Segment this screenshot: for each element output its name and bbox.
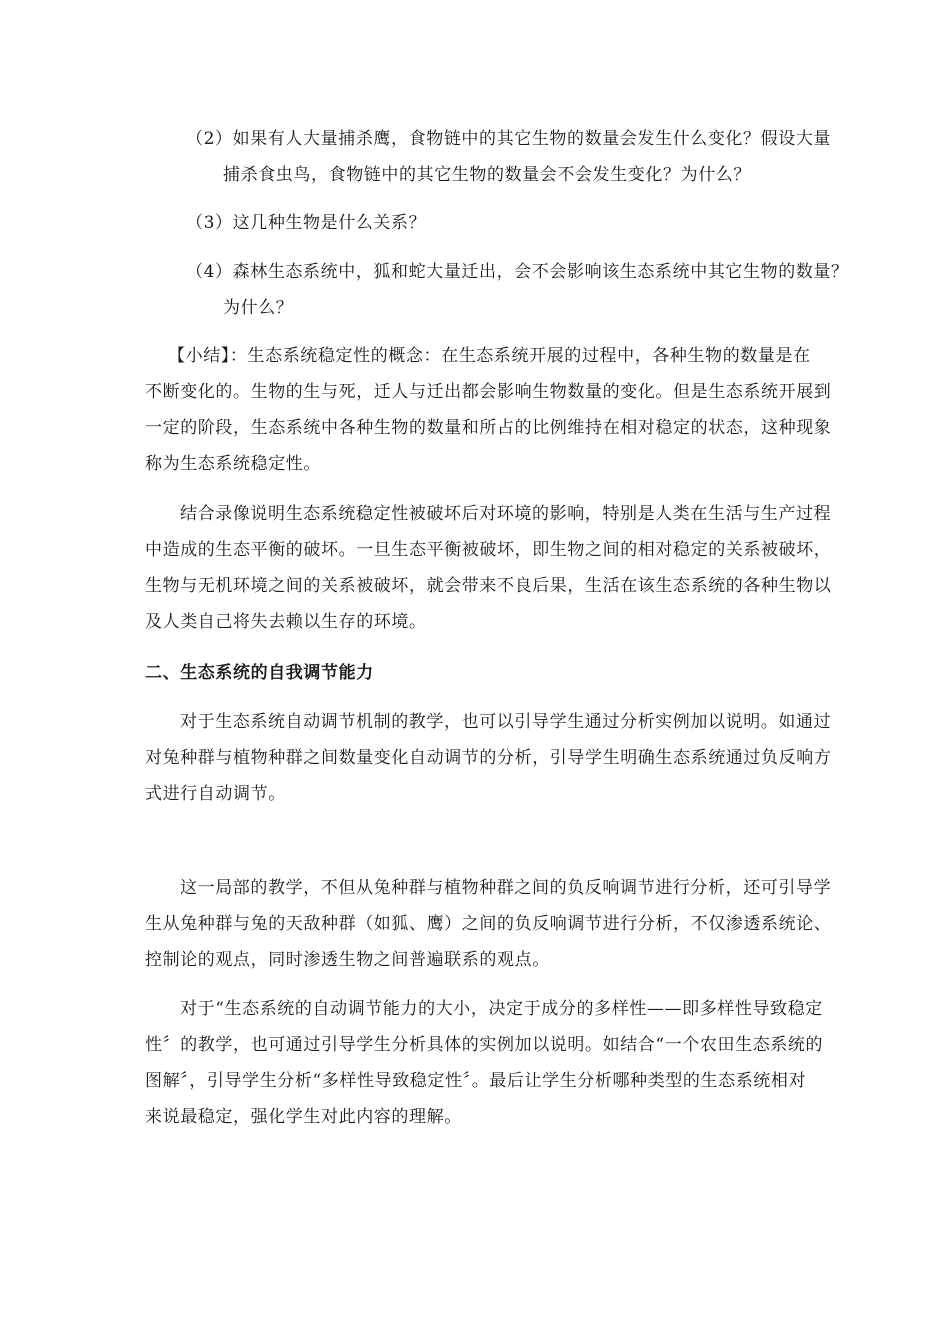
feedback-paragraph-line-1: 这一局部的教学，不但从兔种群与植物种群之间的负反响调节进行分析，还可引导学 [180, 878, 832, 898]
question-2-line-2: 捕杀食虫鸟，食物链中的其它生物的数量会不会发生变化？为什么？ [223, 165, 751, 185]
feedback-paragraph-line-2: 生从兔种群与兔的天敌种群（如狐、鹰）之间的负反响调节进行分析，不仅渗透系统论、 [145, 914, 832, 934]
diversity-paragraph-line-2: 性〞的教学，也可通过引导学生分析具体的实例加以说明。如结合“一个农田生态系统的 [145, 1035, 824, 1055]
diversity-paragraph-line-3: 图解〞，引导学生分析“多样性导致稳定性〞。最后让学生分析哪种类型的生态系统相对 [145, 1071, 807, 1091]
video-paragraph-line-2: 中造成的生态平衡的破坏。一旦生态平衡被破坏，即生物之间的相对稳定的关系被破坏， [145, 540, 832, 560]
summary-line-3: 一定的阶段，生态系统中各种生物的数量和所占的比例维持在相对稳定的状态，这种现象 [145, 418, 832, 438]
diversity-paragraph-line-4: 来说最稳定，强化学生对此内容的理解。 [145, 1107, 462, 1127]
summary-line-1: 【小结】：生态系统稳定性的概念：在生态系统开展的过程中，各种生物的数量是在 [168, 346, 811, 366]
question-2-line-1: （2）如果有人大量捕杀鹰，食物链中的其它生物的数量会发生什么变化？假设大量 [186, 129, 832, 149]
question-4-line-2: 为什么？ [223, 298, 294, 318]
video-paragraph-line-1: 结合录像说明生态系统稳定性被破坏后对环境的影响，特别是人类在生活与生产过程 [180, 504, 832, 524]
question-4-line-1: （4）森林生态系统中，狐和蛇大量迁出，会不会影响该生态系统中其它生物的数量？ [186, 262, 849, 282]
section-two-heading: 二、生态系统的自我调节能力 [145, 663, 374, 683]
video-paragraph-line-3: 生物与无机环境之间的关系被破坏，就会带来不良后果，生活在该生态系统的各种生物以 [145, 576, 832, 596]
regulation-paragraph-line-3: 式进行自动调节。 [145, 784, 286, 804]
question-3-line-1: （3）这几种生物是什么关系？ [186, 213, 427, 233]
regulation-paragraph-line-2: 对兔种群与植物种群之间数量变化自动调节的分析，引导学生明确生态系统通过负反响方 [145, 748, 832, 768]
video-paragraph-line-4: 及人类自己将失去赖以生存的环境。 [145, 612, 427, 632]
feedback-paragraph-line-3: 控制论的观点，同时渗透生物之间普遍联系的观点。 [145, 950, 550, 970]
diversity-paragraph-line-1: 对于“生态系统的自动调节能力的大小，决定于成分的多样性——即多样性导致稳定 [180, 999, 823, 1019]
summary-line-2: 不断变化的。生物的生与死，迁人与迁出都会影响生物数量的变化。但是生态系统开展到 [145, 382, 832, 402]
regulation-paragraph-line-1: 对于生态系统自动调节机制的教学，也可以引导学生通过分析实例加以说明。如通过 [180, 712, 832, 732]
summary-line-4: 称为生态系统稳定性。 [145, 454, 321, 474]
